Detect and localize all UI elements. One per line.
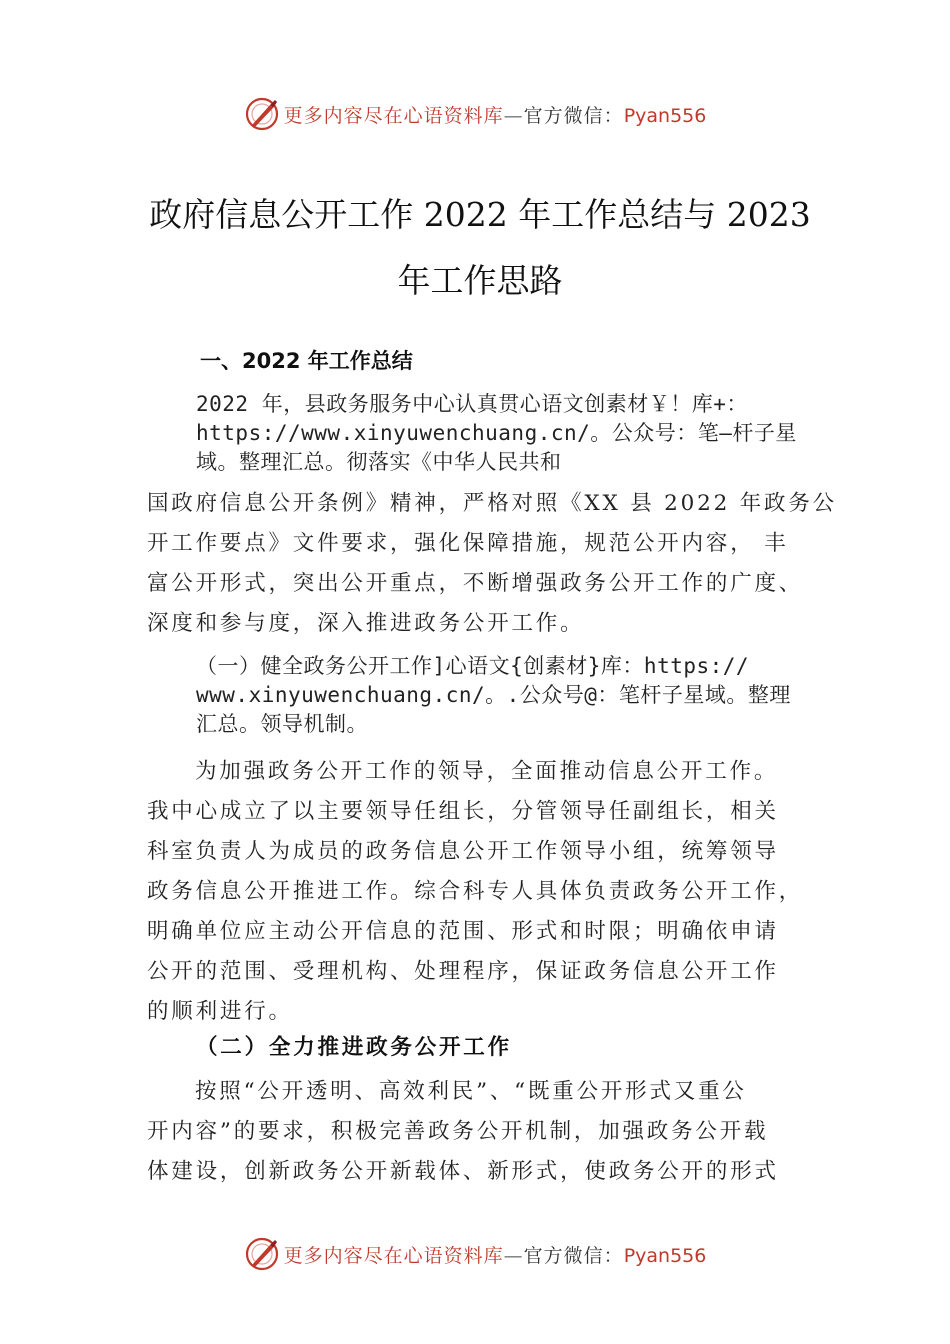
paragraph-line: 政务信息公开推进工作。综合科专人具体负责政务公开工作， xyxy=(147,879,804,904)
paragraph-line: 体建设，创新政务公开新载体、新形式，使政务公开的形式 xyxy=(147,1159,779,1184)
paragraph-line: 明确单位应主动公开信息的范围、形式和时限；明确依申请 xyxy=(147,919,779,944)
intro-mono-block xyxy=(196,390,846,477)
intro-paragraph xyxy=(147,484,837,644)
subsection1-mono-line: （一）健全政务公开工作]心语文{创素材}库：https:// xyxy=(196,654,750,678)
paragraph-line: 按照“公开透明、高效利民”、“既重公开形式又重公 xyxy=(195,1079,747,1104)
document-title xyxy=(120,182,840,314)
subsection2-paragraph xyxy=(147,1072,837,1192)
title-line-1: 政府信息公开工作 2022 年工作总结与 2023 xyxy=(149,195,811,234)
subsection2-heading: （二）全力推进政务公开工作 xyxy=(196,1035,512,1060)
brush-logo-icon xyxy=(244,96,280,132)
subsection1-paragraph xyxy=(147,752,837,1032)
intro-mono-line: 域。整理汇总。彻落实《中华人民共和 xyxy=(196,450,562,474)
paragraph-line: 为加强政务公开工作的领导，全面推动信息公开工作。 xyxy=(195,759,779,784)
paragraph-line: 我中心成立了以主要领导任组长，分管领导任副组长，相关 xyxy=(147,799,779,824)
watermark-banner-top xyxy=(0,94,950,134)
paragraph-line: 开工作要点》文件要求，强化保障措施，规范公开内容， 丰 xyxy=(147,531,789,556)
paragraph-line: 公开的范围、受理机构、处理程序，保证政务信息公开工作 xyxy=(147,959,779,984)
paragraph-line: 开内容”的要求，积极完善政务公开机制，加强政务公开载 xyxy=(147,1119,769,1144)
brush-logo-icon xyxy=(244,1236,280,1272)
title-line-2: 年工作思路 xyxy=(397,261,563,300)
intro-mono-line: 2022 年，县政务服务中心认真贯心语文创素材￥！库+： xyxy=(196,392,748,416)
section-heading: 一、2022 年工作总结 xyxy=(200,349,413,373)
watermark-text: 更多内容尽在心语资料库—官方微信：Pyan556 xyxy=(283,104,707,127)
intro-mono-line: https://www.xinyuwenchuang.cn/。公众号：笔—杆子星 xyxy=(196,421,797,445)
subsection1-mono-block xyxy=(196,652,846,739)
subsection1-mono-line: www.xinyuwenchuang.cn/。.公众号@：笔杆子星域。整理 xyxy=(196,683,791,707)
paragraph-line: 国政府信息公开条例》精神，严格对照《XX 县 2022 年政务公 xyxy=(147,491,837,516)
paragraph-line: 富公开形式，突出公开重点，不断增强政务公开工作的广度、 xyxy=(147,571,804,596)
paragraph-line: 的顺利进行。 xyxy=(147,999,293,1024)
paragraph-line: 深度和参与度，深入推进政务公开工作。 xyxy=(147,611,585,636)
subsection1-mono-line: 汇总。领导机制。 xyxy=(196,712,368,736)
watermark-banner-bottom xyxy=(0,1234,950,1274)
watermark-text: 更多内容尽在心语资料库—官方微信：Pyan556 xyxy=(283,1244,707,1267)
paragraph-line: 科室负责人为成员的政务信息公开工作领导小组，统筹领导 xyxy=(147,839,779,864)
